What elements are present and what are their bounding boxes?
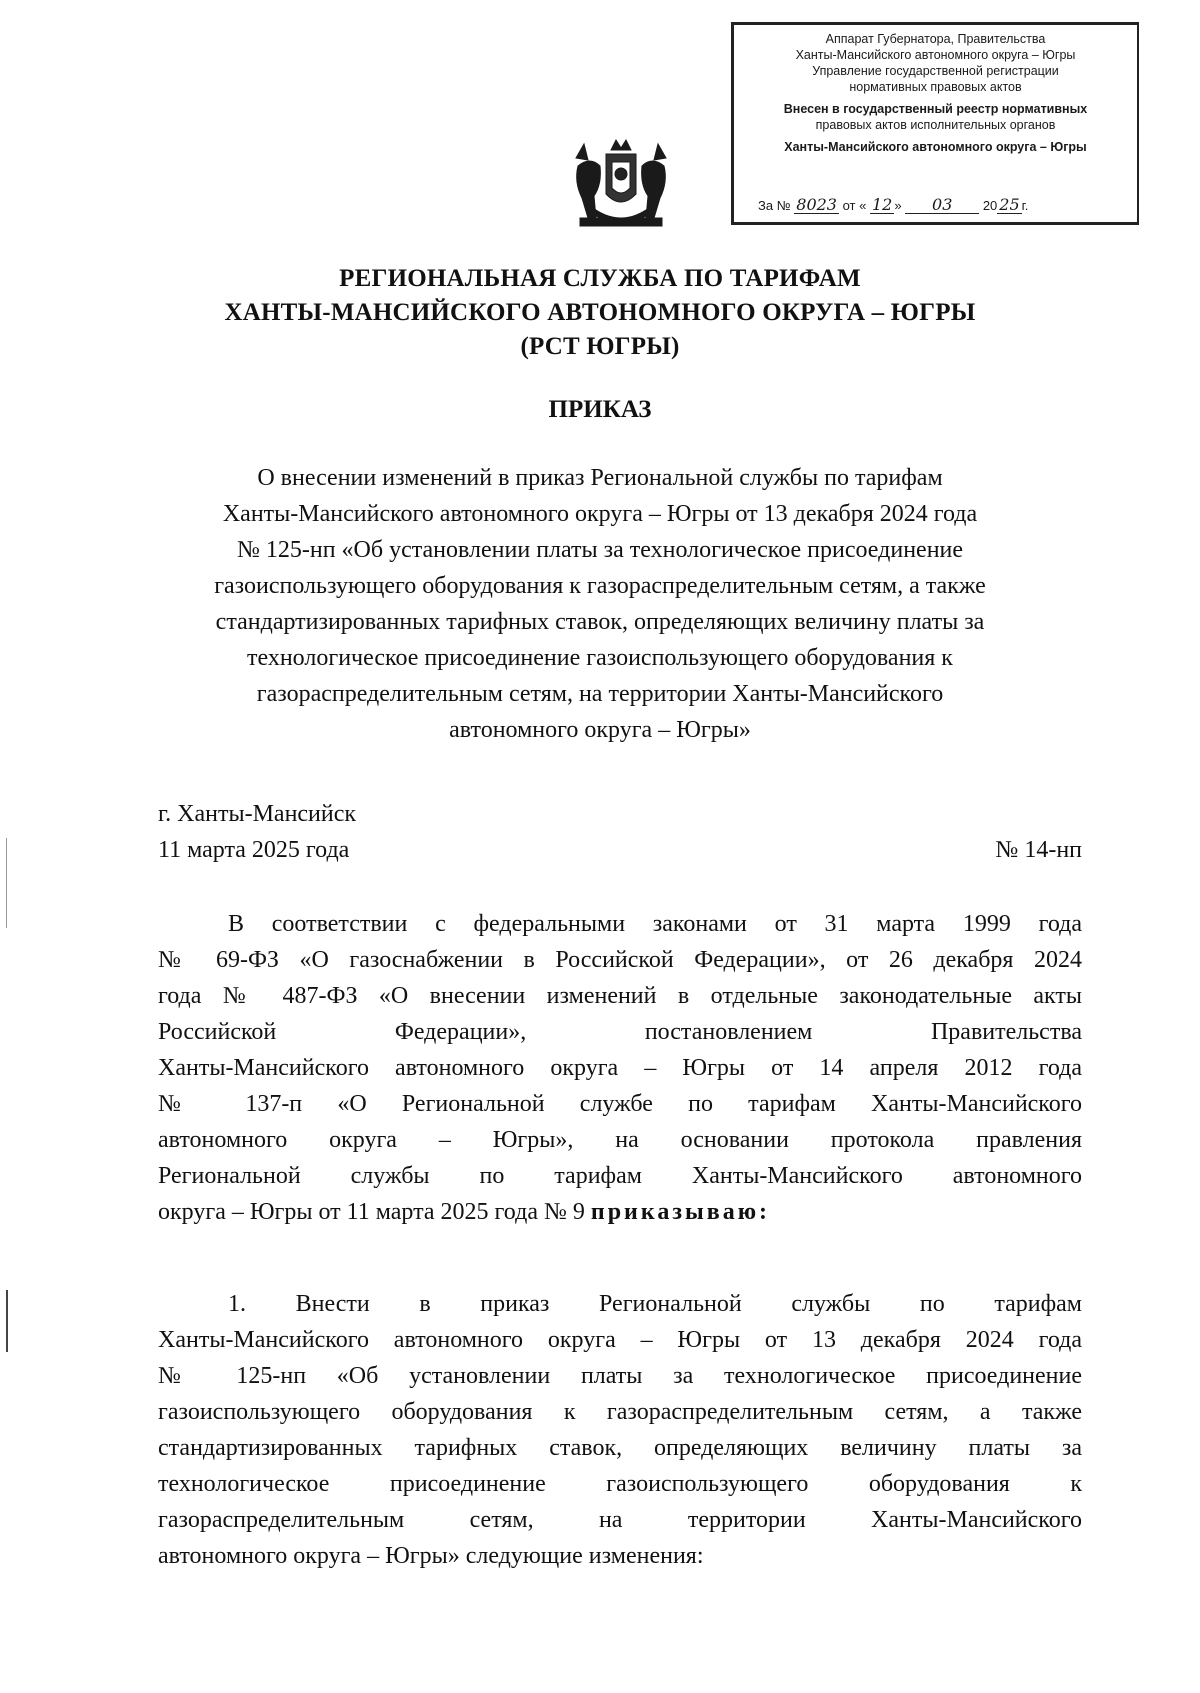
subject-line: газораспределительным сетям, на территории Ханты-Мансийского (256, 681, 944, 707)
paragraph-line: В соответствии с федеральными законами от 31 марта 1999 года (228, 911, 1082, 937)
reg-year-end: г. (1021, 198, 1029, 213)
paragraph-line: Ханты-Мансийского автономного округа – Югры от 13 декабря 2024 года (158, 1327, 1082, 1353)
subject-line: Ханты-Мансийского автономного округа – Югры от 13 декабря 2024 года (222, 501, 978, 527)
date: 11 марта 2025 года (158, 837, 350, 863)
subject-line: стандартизированных тарифных ставок, определяющих величину платы за (215, 609, 985, 635)
item-1-paragraph (158, 1286, 1082, 1574)
place: г. Ханты-Мансийск (158, 801, 357, 827)
stamp-line: нормативных правовых актов (849, 80, 1022, 94)
reg-month: 03 (905, 197, 979, 214)
reg-year-suffix: 25 (999, 195, 1020, 214)
paragraph-line: автономного округа – Югры» следующие изменения: (158, 1543, 704, 1569)
subject-line: автономного округа – Югры» (449, 717, 751, 743)
paragraph-line: 1. Внести в приказ Региональной службы по тарифам (228, 1291, 1082, 1317)
paragraph-line: № 69-ФЗ «О газоснабжении в Российской Федерации», от 26 декабря 2024 (158, 947, 1082, 973)
scan-mark (6, 838, 7, 928)
reg-close: » (894, 198, 902, 213)
reg-year-prefix: 20 (982, 198, 998, 213)
stamp-registration-number (758, 197, 1028, 214)
paragraph-last-text: округа – Югры от 11 марта 2025 года № 9 (158, 1199, 585, 1225)
order-verb: приказываю: (590, 1199, 771, 1225)
document-subject (0, 460, 1200, 748)
paragraph-line: автономного округа – Югры», на основании протокола правления (158, 1127, 1082, 1153)
stamp-region-line: Ханты-Мансийского автономного округа – Югры (784, 140, 1087, 154)
paragraph-line: газоиспользующего оборудования к газораспределительным сетям, а также (158, 1399, 1082, 1425)
coat-of-arms-icon (566, 136, 676, 232)
header-line: РЕГИОНАЛЬНАЯ СЛУЖБА ПО ТАРИФАМ (339, 265, 861, 292)
paragraph-line: газораспределительным сетям, на территории Ханты-Мансийского (158, 1507, 1082, 1533)
subject-line: № 125-нп «Об установлении платы за технологическое присоединение (236, 537, 964, 563)
preamble-paragraph (158, 906, 1082, 1230)
subject-line: О внесении изменений в приказ Региональной службы по тарифам (257, 465, 943, 491)
paragraph-line: технологическое присоединение газоиспользующего оборудования к (158, 1471, 1082, 1497)
place-date (158, 796, 356, 868)
stamp-line: Управление государственной регистрации (812, 64, 1059, 78)
paragraph-line: Региональной службы по тарифам Ханты-Мансийского автономного (158, 1163, 1082, 1189)
header-line: (РСТ ЮГРЫ) (520, 333, 680, 360)
paragraph-line: Российской Федерации», постановлением Правительства (158, 1019, 1082, 1045)
header-line: ХАНТЫ-МАНСИЙСКОГО АВТОНОМНОГО ОКРУГА – ЮГРЫ (224, 299, 976, 326)
paragraph-line (158, 1194, 1082, 1230)
paragraph-line: № 137-п «О Региональной службе по тарифам Ханты-Мансийского (158, 1091, 1082, 1117)
scan-mark (6, 1290, 8, 1352)
subject-line: газоиспользующего оборудования к газораспределительным сетям, а также (214, 573, 986, 599)
subject-line: технологическое присоединение газоиспользующего оборудования к (247, 645, 953, 671)
registration-stamp (731, 22, 1139, 225)
document-header (0, 262, 1200, 364)
reg-day: 12 (871, 195, 893, 214)
order-title: ПРИКАЗ (548, 396, 652, 423)
reg-prefix: За № (758, 198, 791, 213)
stamp-line: Аппарат Губернатора, Правительства (825, 32, 1046, 46)
reg-number: 8023 (796, 195, 837, 214)
paragraph-line: стандартизированных тарифных ставок, определяющих величину платы за (158, 1435, 1082, 1461)
document-number: № 14-нп (995, 837, 1082, 863)
stamp-line: Ханты-Мансийского автономного округа – Югры (795, 48, 1076, 62)
stamp-registry-line: Внесен в государственный реестр нормативных (783, 102, 1088, 116)
paragraph-line: года № 487-ФЗ «О внесении изменений в отдельные законодательные акты (158, 983, 1082, 1009)
paragraph-line: № 125-нп «Об установлении платы за технологическое присоединение (158, 1363, 1082, 1389)
reg-from: от « (842, 198, 867, 213)
stamp-registry-line: правовых актов исполнительных органов (815, 118, 1056, 132)
paragraph-line: Ханты-Мансийского автономного округа – Югры от 14 апреля 2012 года (158, 1055, 1082, 1081)
